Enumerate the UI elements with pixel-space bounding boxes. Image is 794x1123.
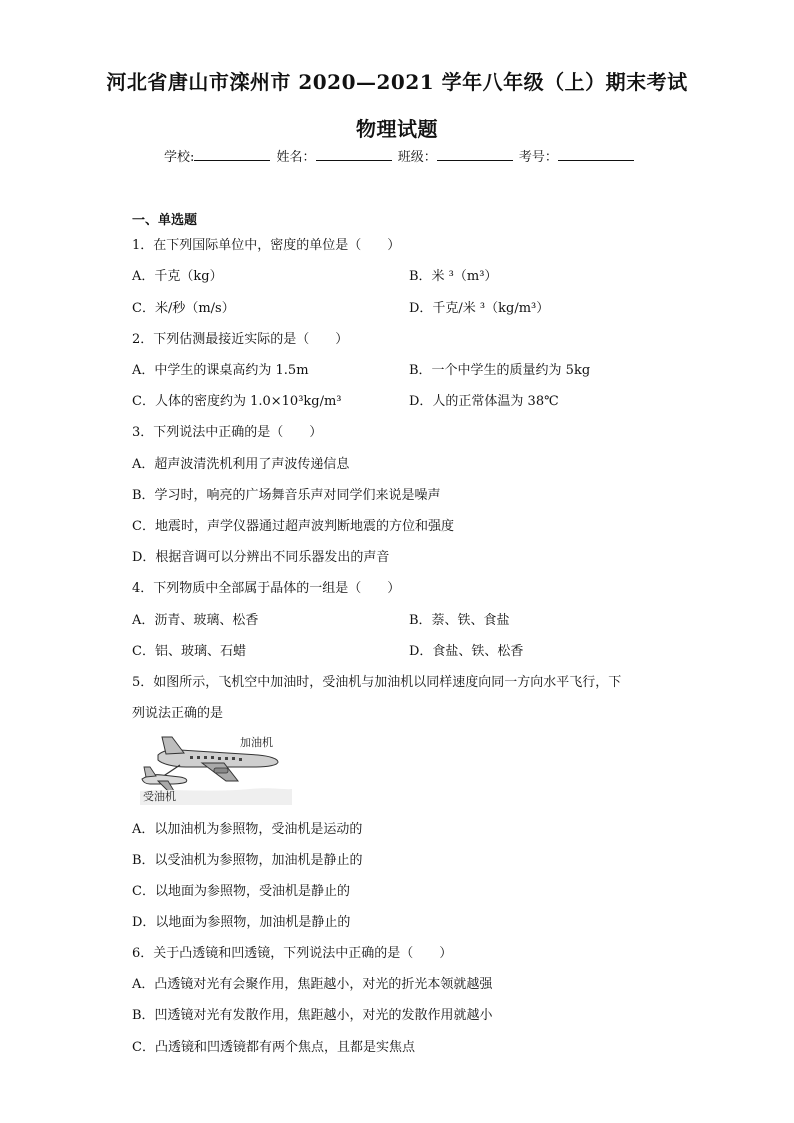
question-1-option-d: D．千克/米 ³（kg/m³） [409, 301, 550, 316]
question-6-option-b: B．凹透镜对光有发散作用，焦距越小，对光的发散作用就越小 [132, 1008, 493, 1023]
question-6-option-c: C．凸透镜和凹透镜都有两个焦点，且都是实焦点 [132, 1040, 415, 1055]
school-label: 学校: [164, 150, 195, 165]
question-1-option-b: B．米 ³（m³） [409, 269, 498, 284]
number-label: 考号： [518, 150, 558, 165]
name-label: 姓名： [276, 150, 316, 165]
question-2-option-a: A．中学生的课桌高约为 1.5m [132, 363, 309, 378]
question-2-stem: 2．下列估测最接近实际的是（ ） [132, 332, 349, 347]
number-blank [558, 148, 634, 161]
question-4-option-a: A．沥青、玻璃、松香 [132, 613, 259, 628]
question-2-option-d: D．人的正常体温为 38℃ [409, 394, 559, 409]
question-5-stem-cont: 列说法正确的是 [132, 706, 224, 721]
exam-subtitle: 物理试题 [356, 117, 438, 141]
class-blank [437, 148, 513, 161]
question-5-option-c: C．以地面为参照物，受油机是静止的 [132, 884, 350, 899]
question-5-option-b: B．以受油机为参照物，加油机是静止的 [132, 853, 363, 868]
name-blank [316, 148, 392, 161]
question-3-option-c: C．地震时，声学仪器通过超声波判断地震的方位和强度 [132, 519, 454, 534]
school-blank [194, 148, 270, 161]
question-6-option-a: A．凸透镜对光有会聚作用，焦距越小，对光的折光本领就越强 [132, 977, 493, 992]
question-5-option-d: D．以地面为参照物，加油机是静止的 [132, 915, 351, 930]
question-2-option-b: B．一个中学生的质量约为 5kg [409, 363, 591, 378]
question-4-option-c: C．铝、玻璃、石蜡 [132, 644, 246, 659]
question-3-stem: 3．下列说法中正确的是（ ） [132, 425, 323, 440]
question-5-stem: 5．如图所示，飞机空中加油时，受油机与加油机以同样速度向同一方向水平飞行，下 [132, 675, 622, 690]
question-1-option-a: A．千克（kg） [132, 269, 223, 284]
question-3-option-d: D．根据音调可以分辨出不同乐器发出的声音 [132, 550, 390, 565]
question-4-option-d: D．食盐、铁、松香 [409, 644, 524, 659]
refueling-planes-figure [140, 733, 292, 805]
refueling-planes-image [140, 733, 292, 805]
question-1-option-c: C．米/秒（m/s） [132, 301, 235, 316]
exam-title: 河北省唐山市滦州市 2020—2021 学年八年级（上）期末考试 [106, 70, 688, 94]
question-3-option-a: A．超声波清洗机利用了声波传递信息 [132, 457, 350, 472]
question-5-option-a: A．以加油机为参照物，受油机是运动的 [132, 822, 363, 837]
student-info-row [164, 146, 636, 165]
question-4-option-b: B．萘、铁、食盐 [409, 613, 510, 628]
class-label: 班级： [397, 150, 437, 165]
question-2-option-c: C．人体的密度约为 1.0×10³kg/m³ [132, 394, 342, 409]
question-3-option-b: B．学习时，响亮的广场舞音乐声对同学们来说是噪声 [132, 488, 441, 503]
receiver-label: 受油机 [143, 790, 176, 803]
question-6-stem: 6．关于凸透镜和凹透镜，下列说法中正确的是（ ） [132, 946, 453, 961]
tanker-label: 加油机 [240, 736, 273, 749]
question-1-stem: 1．在下列国际单位中，密度的单位是（ ） [132, 238, 401, 253]
section-heading: 一、单选题 [132, 213, 198, 228]
question-4-stem: 4．下列物质中全部属于晶体的一组是（ ） [132, 581, 401, 596]
